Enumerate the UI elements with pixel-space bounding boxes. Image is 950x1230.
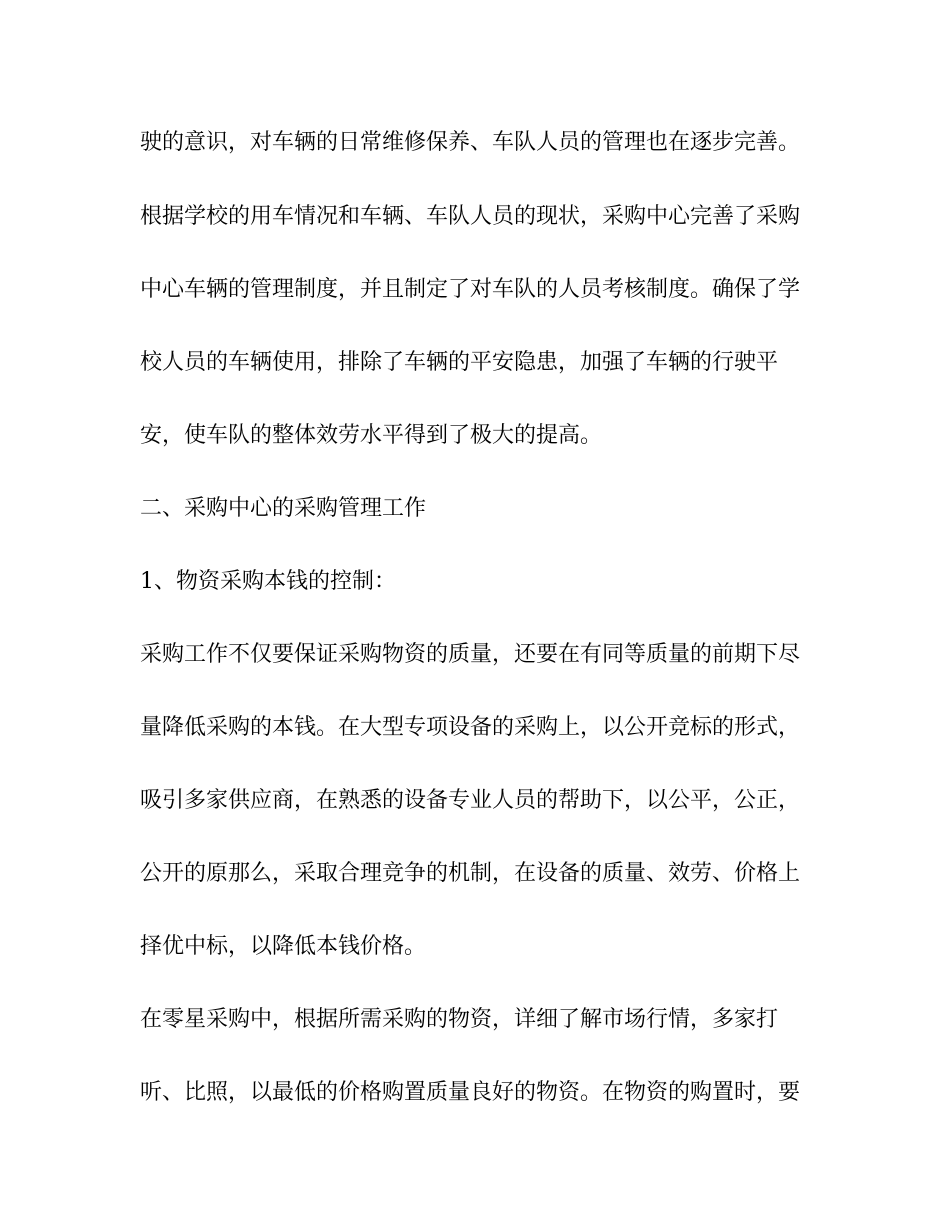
paragraph-line: 根据学校的用车情况和车辆、车队人员的现状，采购中心完善了采购 (140, 204, 801, 229)
paragraph-line: 安，使车队的整体效劳水平得到了极大的提高。 (140, 423, 603, 448)
paragraph-line: 驶的意识，对车辆的日常维修保养、车队人员的管理也在逐步完善。 (140, 130, 801, 155)
paragraph-line: 公开的原那么，采取合理竞争的机制，在设备的质量、效劳、价格上 (140, 861, 801, 886)
paragraph-line: 吸引多家供应商，在熟悉的设备专业人员的帮助下，以公平，公正， (140, 788, 801, 813)
paragraph-line: 听、比照，以最低的价格购置质量良好的物资。在物资的购置时，要 (140, 1080, 801, 1105)
paragraph-line: 中心车辆的管理制度，并且制定了对车队的人员考核制度。确保了学 (140, 277, 801, 302)
paragraph-line: 采购工作不仅要保证采购物资的质量，还要在有同等质量的前期下尽 (140, 642, 801, 667)
section-heading: 二、采购中心的采购管理工作 (140, 496, 427, 521)
paragraph-line: 择优中标，以降低本钱价格。 (140, 934, 427, 959)
paragraph-line: 量降低采购的本钱。在大型专项设备的采购上，以公开竞标的形式， (140, 715, 801, 740)
paragraph-line: 在零星采购中，根据所需采购的物资，详细了解市场行情，多家打 (140, 1007, 779, 1032)
paragraph-line: 校人员的车辆使用，排除了车辆的平安隐患，加强了车辆的行驶平 (140, 350, 779, 375)
subsection-heading: 1、物资采购本钱的控制： (140, 569, 396, 594)
